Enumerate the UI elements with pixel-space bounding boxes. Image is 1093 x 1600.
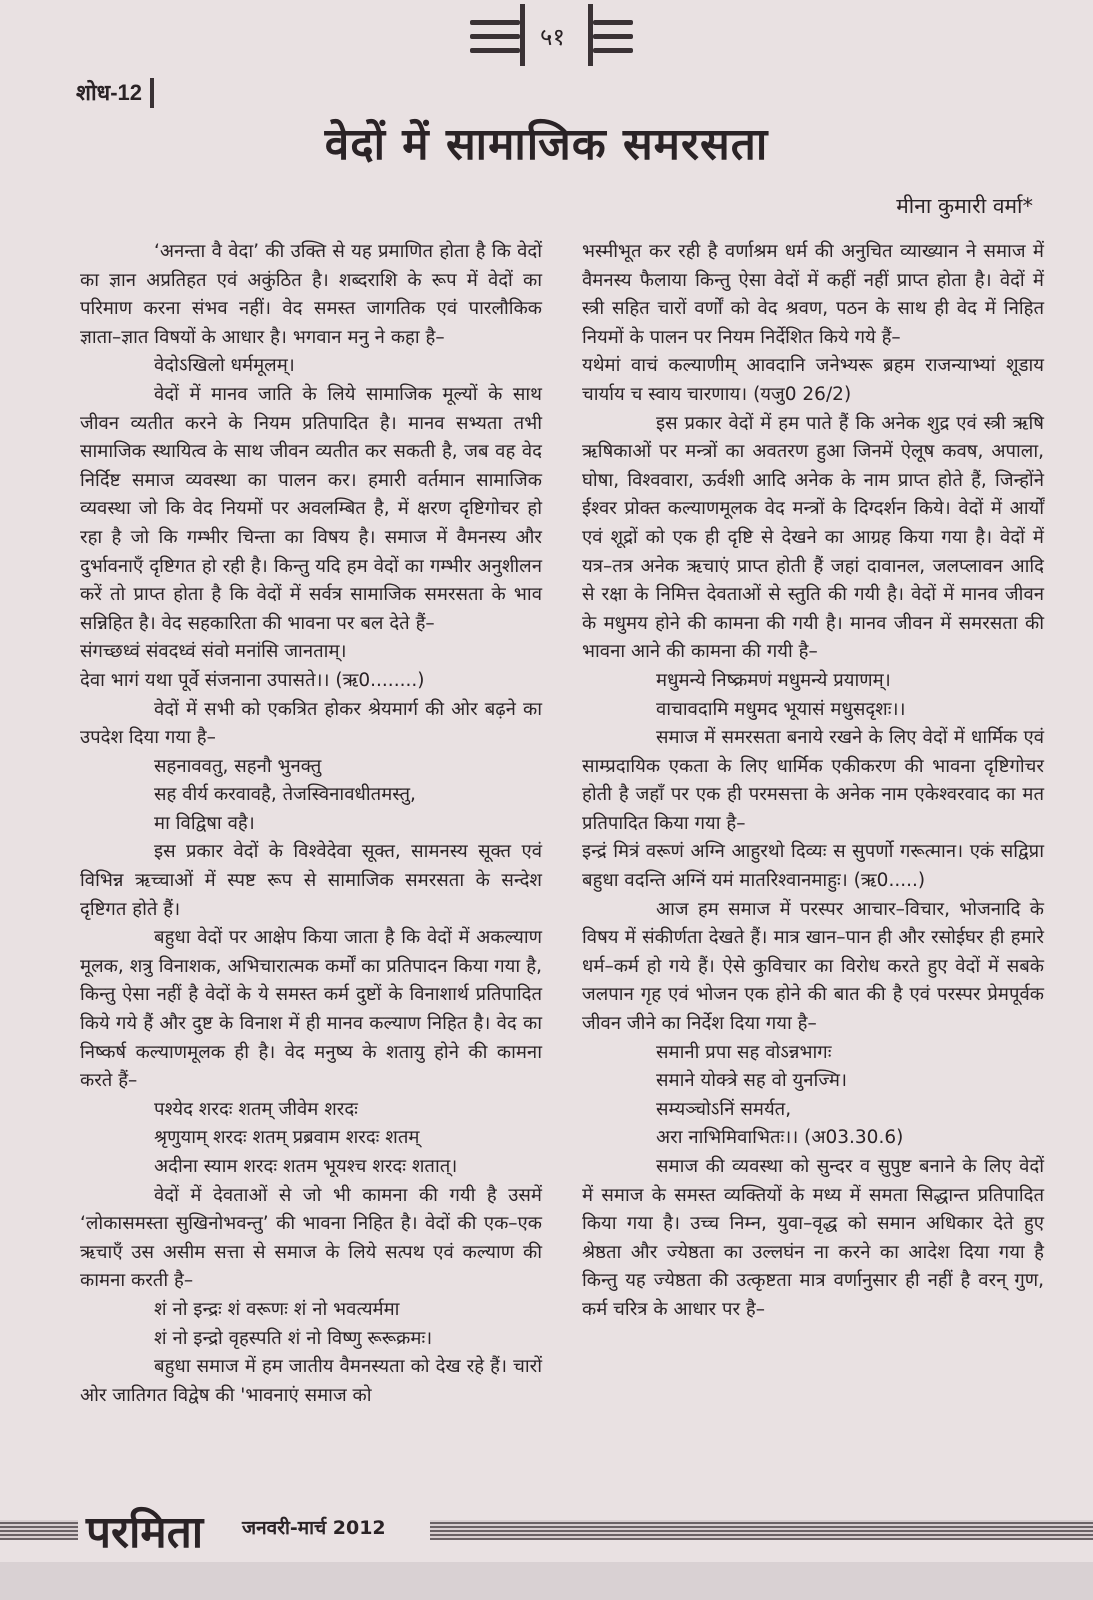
- verse-line: सम्यञ्चोऽनिं समर्यत,: [656, 1098, 792, 1120]
- paragraph: ‘अनन्ता वै वेदा’ की उक्ति से यह प्रमाणित होता है कि वेदों का ज्ञान अप्रतिहत एवं अकुंठित है। शब्दराशि के रूप में वेदों का परिमाण करना संभव नहीं। वेद समस्त जागतिक एवं पारलौकिक ज्ञाता–ज्ञात विषयों के आधार है। भगवान मनु ने कहा है–: [80, 241, 542, 348]
- issue-date: जनवरी-मार्च 2012: [242, 1517, 386, 1539]
- page-number: ५१: [540, 23, 565, 51]
- verse-line: अरा नाभिमिवाभितः।। (अ03.30.6): [656, 1127, 904, 1149]
- verse-line: सहनाववतु, सहनौ भुनक्तु: [154, 755, 322, 777]
- paragraph: समाज की व्यवस्था को सुन्दर व सुपुष्ट बनाने के लिए वेदों में समाज के समस्त व्यक्तियों के मध्य में समता सिद्धान्त प्रतिपादित किया गया है। उच्च निम्न, युवा–वृद्ध को समान अधिकार देते हुए श्रेष्ठता और ज्येष्ठता का उल्लघंन ना करने का आदेश दिया गया है किन्तु यह ज्येष्ठता की उत्कृष्टता मात्र वर्णानुसार ही नहीं है वरन् गुण, कर्म चरित्र के आधार पर है–: [582, 1156, 1044, 1320]
- verse-line: वाचावदामि मधुमद भूयासं मधुसदृशः।।: [656, 698, 906, 720]
- verse-line: समानी प्रपा सह वोऽन्नभागः: [656, 1041, 832, 1063]
- footer-stripe: [0, 1520, 78, 1540]
- verse-line: समाने योक्त्रे सह वो युनज्मि।: [656, 1070, 848, 1092]
- paragraph: समाज में समरसता बनाये रखने के लिए वेदों में धार्मिक एवं साम्प्रदायिक एकता के लिए धार्मिक एकीकरण की भावना दृष्टिगोचर होती है जहाँ पर एक ही परमसत्ता के अनेक नाम एकेश्वरवाद का मत प्रतिपादित किया गया है–: [582, 727, 1044, 834]
- paragraph: आज हम समाज में परस्पर आचार–विचार, भोजनादि के विषय में संकीर्णता देखते हैं। मात्र खान–पान ही और रसोईघर ही हमारे धर्म–कर्म हो गये हैं। ऐसे कुविचार का विरोध करते हुए वेदों में सबके जलपान गृह एवं भोजन एक होने की बात की है एवं परस्पर प्रेमपूर्वक जीवन जीने का निर्देश दिया गया है–: [582, 898, 1044, 1035]
- bottom-margin: [0, 1562, 1093, 1600]
- paragraph: इन्द्रं मित्रं वरूणं अग्नि आहुरथो दिव्यः स सुपर्णो गरूत्मान। एकं सद्विप्रा बहुधा वदन्ति अग्निं यमं मातरिश्वानमाहुः। (ऋ0.....): [582, 841, 1044, 892]
- verse-line: शं नो इन्द्रः शं वरूणः शं नो भवत्यर्ममा: [154, 1298, 400, 1320]
- verse-line: मधुमन्ये निष्क्रमणं मधुमन्ये प्रयाणम्।: [656, 669, 891, 691]
- page-footer: [0, 1502, 1093, 1562]
- author-name: मीना कुमारी वर्मा*: [896, 194, 1033, 218]
- magazine-name: परमिता: [86, 1507, 204, 1558]
- verse-line: पश्येद शरदः शतम् जीवेम शरदः: [154, 1098, 358, 1120]
- left-column: [80, 238, 542, 1410]
- footer-stripe: [430, 1520, 1093, 1540]
- paragraph: वेदों में देवताओं से जो भी कामना की गयी है उसमें ‘लोकासमस्ता सुखिनोभवन्तु’ की भावना निहित है। वेदों की एक–एक ऋचाएँ उस असीम सत्ता से समाज के लिये सत्पथ एवं कल्याण की कामना करती है–: [80, 1184, 542, 1292]
- paragraph: देवा भागं यथा पूर्वे संजनाना उपासते।। (ऋ0........): [80, 669, 425, 691]
- paragraph: बहुधा वेदों पर आक्षेप किया जाता है कि वेदों में अकल्याण मूलक, शत्रु विनाशक, अभिचारात्मक कर्मों का प्रतिपादन किया गया है, किन्तु ऐसा नहीं है वेदों के ये समस्त कर्म दुष्टों के विनाशार्थ प्रतिपादित किये गये हैं और दुष्ट के विनाश में ही मानव कल्याण निहित है। वेद का निष्कर्ष कल्याणमूलक ही है। वेद मनुष्य के शतायु होने की कामना करते हैं–: [80, 927, 542, 1092]
- verse-line: वेदोऽखिलो धर्ममूलम्।: [154, 355, 295, 377]
- right-column: [582, 238, 1044, 1325]
- paragraph: इस प्रकार वेदों में हम पाते हैं कि अनेक शुद्र एवं स्त्री ऋषि ऋषिकाओं पर मन्त्रों का अवतरण हुआ जिनमें ऐलूष कवष, अपाला, घोषा, विश्ववारा, ऊर्वशी आदि अनेक के नाम प्राप्त होते हैं, जिन्होंने ईश्वर प्रोक्त कल्याणमूलक वेद मन्त्रों के दिग्दर्शन किये। वेदों में आर्यों एवं शूद्रों को एक ही दृष्टि से देखने का आग्रह किया गया है। वेदों में यत्र–तत्र अनेक ऋचाएं प्राप्त होती हैं जहां दावानल, जलप्लावन आदि से रक्षा के निमित्त देवताओं से स्तुति की गयी है। वेदों में मानव जीवन के मधुमय होने की कामना की गयी है। मानव जीवन में समरसता की भावना आने की कामना की गयी है–: [582, 412, 1044, 663]
- article-title: वेदों में सामाजिक समरसता: [324, 119, 769, 170]
- paragraph: बहुधा समाज में हम जातीय वैमनस्यता को देख रहे हैं। चारों ओर जातिगत विद्वेष की 'भावनाएं समाज को: [80, 1356, 542, 1406]
- paragraph: वेदों में मानव जाति के लिये सामाजिक मूल्यों के साथ जीवन व्यतीत करने के नियम प्रतिपादित है। मानव सभ्यता तभी सामाजिक स्थायित्व के साथ जीवन व्यतीत कर सकती है, जब वह वेद निर्दिष्ट समाज व्यवस्था का पालन कर। हमारी वर्तमान सामाजिक व्यवस्था जो कि वेद नियमों पर अवलम्बित है, में क्षरण दृष्टिगोचर हो रहा है जो कि गम्भीर चिन्ता का विषय है। समाज में वैमनस्य और दुर्भावनाएँ दृष्टिगत हो रही है। किन्तु यदि हम वेदों का गम्भीर अनुशीलन करें तो प्राप्त होता है कि वेदों में सर्वत्र सामाजिक समरसता के भाव सन्निहित है। वेद सहकारिता की भावना पर बल देते हैं–: [80, 383, 542, 634]
- verse-line: श्रृणुयाम् शरदः शतम् प्रब्रवाम शरदः शतम्: [154, 1127, 420, 1149]
- verse-line: अदीना स्याम शरदः शतम भूयश्च शरदः शतात्।: [154, 1156, 458, 1177]
- paragraph: संगच्छध्वं संवदध्वं संवो मनांसि जानताम्।: [80, 641, 347, 663]
- paragraph: वेदों में सभी को एकत्रित होकर श्रेयमार्ग की ओर बढ़ने का उपदेश दिया गया है–: [80, 698, 542, 749]
- paragraph: भस्मीभूत कर रही है वर्णाश्रम धर्म की अनुचित व्याख्यान ने समाज में वैमनस्य फैलाया किन्तु ऐसा वेदों में कहीं नहीं प्राप्त होता है। वेदों में स्त्री सहित चारों वर्णों को वेद श्रवण, पठन के साथ ही वेद में निहित नियमों के पालन पर नियम निर्देशित किये गये हैं–: [582, 241, 1044, 348]
- verse-line: मा विद्विषा वहै।: [154, 812, 255, 834]
- verse-line: शं नो इन्द्रो वृहस्पति शं नो विष्णु रूरूक्रमः।: [154, 1327, 433, 1349]
- section-label: शोध-12: [76, 78, 154, 108]
- verse-line: सह वीर्य करवावहै, तेजस्विनावधीतमस्तु,: [154, 784, 416, 806]
- paragraph: इस प्रकार वेदों के विश्वेदेवा सूक्त, सामनस्य सूक्त एवं विभिन्न ऋच्चाओं में स्पष्ट रूप से सामाजिक समरसता के सन्देश दृष्टिगत होते हैं।: [80, 841, 542, 920]
- paragraph: यथेमां वाचं कल्याणीम् आवदानि जनेभ्यरू ब्रहम राजन्याभ्यां शूडाय चार्याय च स्वाय चारणाय। (यजु0 26/2): [582, 355, 1044, 405]
